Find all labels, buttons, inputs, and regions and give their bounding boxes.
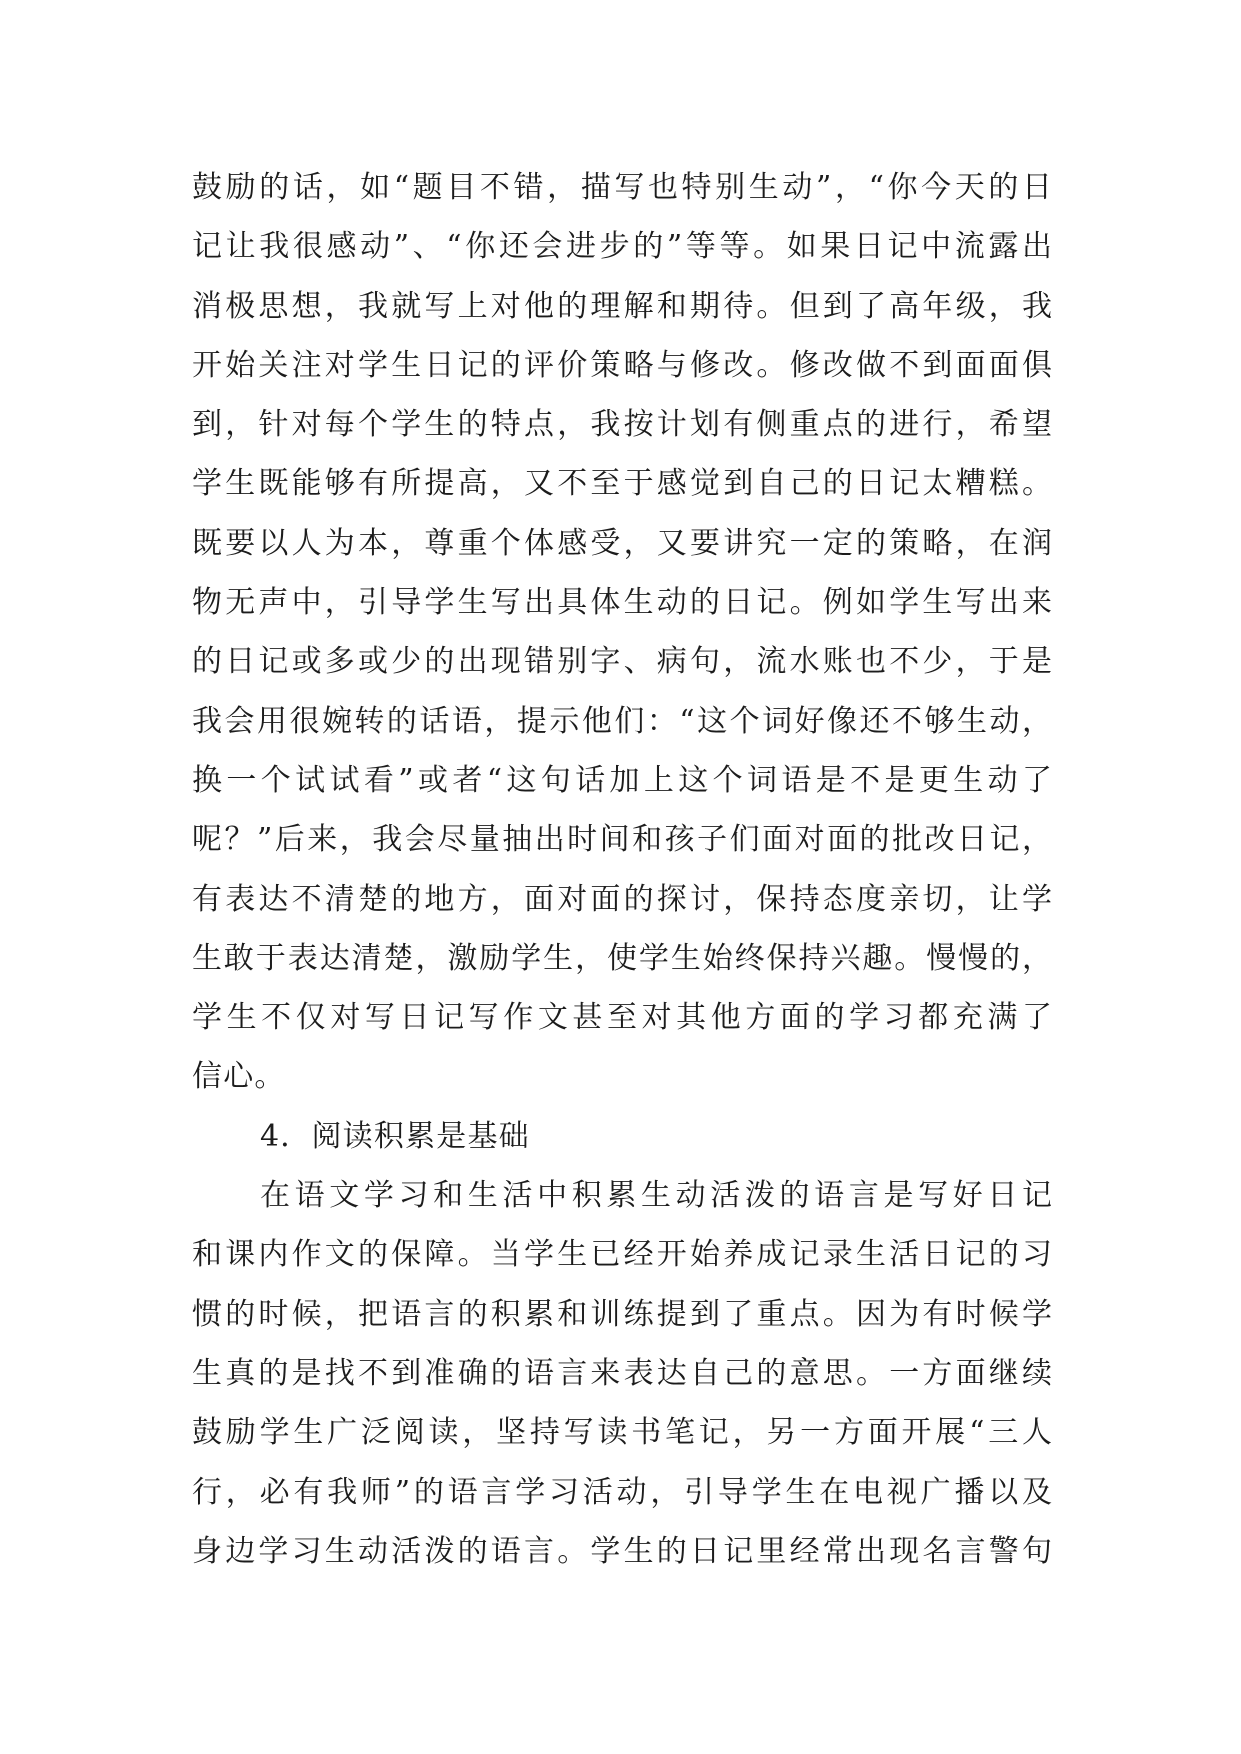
text-line: 换一个试试看”或者“这句话加上这个词语是不是更生动了: [192, 762, 1052, 798]
text-line: 行，必有我师”的语言学习活动，引导学生在电视广播以及: [192, 1474, 1052, 1510]
text-line: 我会用很婉转的话语，提示他们：“这个词好像还不够生动，: [192, 703, 1052, 739]
text-line: 的日记或多或少的出现错别字、病句，流水账也不少，于是: [192, 644, 1052, 680]
text-line: 鼓励的话，如“题目不错，描写也特别生动”，“你今天的日: [192, 170, 1052, 205]
text-line: 有表达不清楚的地方，面对面的探讨，保持态度亲切，让学: [192, 881, 1052, 917]
text-line: 既要以人为本，尊重个体感受，又要讲究一定的策略，在润: [192, 525, 1052, 561]
text-line: 生敢于表达清楚，激励学生，使学生始终保持兴趣。慢慢的，: [192, 940, 1052, 976]
text-line: 消极思想，我就写上对他的理解和期待。但到了高年级，我: [192, 288, 1052, 324]
paragraph-first-line: 在语文学习和生活中积累生动活泼的语言是写好日记: [260, 1178, 1052, 1214]
text-line: 物无声中，引导学生写出具体生动的日记。例如学生写出来: [192, 585, 1052, 621]
text-line: 学生不仅对写日记写作文甚至对其他方面的学习都充满了: [192, 1000, 1052, 1036]
text-line: 信心。: [192, 1059, 286, 1095]
text-line: 到，针对每个学生的特点，我按计划有侧重点的进行，希望: [192, 407, 1052, 443]
text-line: 开始关注对学生日记的评价策略与修改。修改做不到面面俱: [192, 347, 1052, 383]
text-line: 呢？”后来，我会尽量抽出时间和孩子们面对面的批改日记，: [192, 822, 1052, 858]
text-line: 记让我很感动”、“你还会进步的”等等。如果日记中流露出: [192, 229, 1052, 265]
text-line: 学生既能够有所提高，又不至于感觉到自己的日记太糟糕。: [192, 466, 1052, 502]
text-line: 鼓励学生广泛阅读，坚持写读书笔记，另一方面开展“三人: [192, 1415, 1052, 1451]
text-line: 惯的时候，把语言的积累和训练提到了重点。因为有时候学: [192, 1296, 1052, 1332]
text-line: 和课内作文的保障。当学生已经开始养成记录生活日记的习: [192, 1237, 1052, 1273]
text-line: 生真的是找不到准确的语言来表达自己的意思。一方面继续: [192, 1355, 1052, 1391]
section-heading: 4．阅读积累是基础: [260, 1118, 530, 1154]
text-line: 身边学习生动活泼的语言。学生的日记里经常出现名言警句: [192, 1533, 1052, 1569]
document-body: [192, 158, 1052, 1581]
